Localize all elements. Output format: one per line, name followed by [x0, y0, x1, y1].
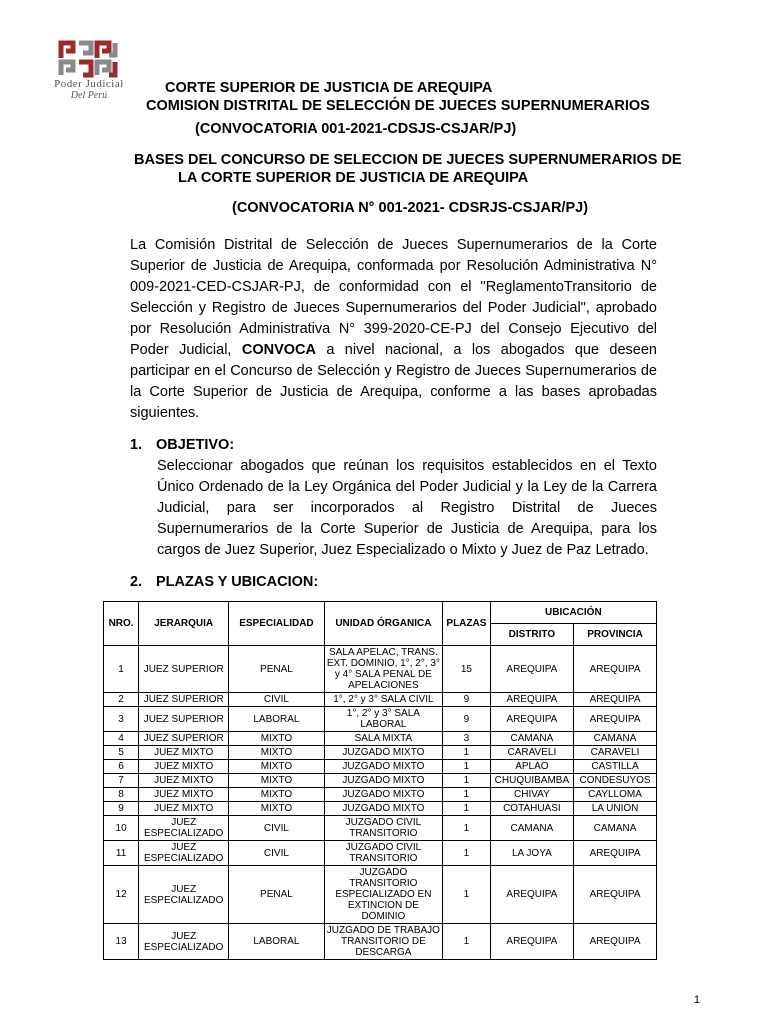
poder-judicial-logo: [34, 40, 144, 101]
table-row: [104, 924, 657, 960]
cell-distrito: CHUQUIBAMBA: [490, 774, 573, 788]
cell-jerarquia: JUEZ ESPECIALIZADO: [139, 816, 229, 841]
cell-nro: 2: [104, 693, 139, 707]
cell-unidad: 1°, 2° y 3° SALA LABORAL: [324, 707, 442, 732]
intro-text-end: a nivel nacional, a los abogados que deseen participar en el Concurso de Selección y Registro de Jueces Supernumerarios de la Corte Superior de Justicia de Arequipa, conforme a las bases aprobadas siguientes.: [130, 342, 657, 421]
header-commission: COMISION DISTRITAL DE SELECCIÓN DE JUECES SUPERNUMERARIOS: [146, 98, 650, 114]
table-row: [104, 732, 657, 746]
cell-nro: 9: [104, 802, 139, 816]
table-row: [104, 816, 657, 841]
cell-especialidad: CIVIL: [229, 816, 324, 841]
col-especialidad: ESPECIALIDAD: [229, 602, 324, 646]
table-row: [104, 746, 657, 760]
table-row: [104, 760, 657, 774]
logo-text-line1: Poder Judicial: [54, 78, 124, 90]
cell-plazas: 1: [443, 841, 491, 866]
cell-unidad: JUZGADO MIXTO: [324, 788, 442, 802]
cell-provincia: AREQUIPA: [574, 841, 657, 866]
cell-unidad: JUZGADO MIXTO: [324, 774, 442, 788]
cell-distrito: AREQUIPA: [490, 707, 573, 732]
cell-especialidad: MIXTO: [229, 732, 324, 746]
cell-jerarquia: JUEZ SUPERIOR: [139, 646, 229, 693]
col-distrito: DISTRITO: [490, 624, 573, 646]
col-plazas: PLAZAS: [443, 602, 491, 646]
cell-unidad: JUZGADO CIVIL TRANSITORIO: [324, 816, 442, 841]
table-row: [104, 841, 657, 866]
table-row: [104, 646, 657, 693]
objetivo-text: Seleccionar abogados que reúnan los requisitos establecidos en el Texto Único Ordenado de la Ley Orgánica del Poder Judicial y la Ley de la Carrera Judicial, para ser incorporados al Registro Distrital de Jueces Supernumerarios de la Corte Superior de Justicia de Arequipa, para los cargos de Juez Superior, Juez Especializado o Mixto y Juez de Paz Letrado.: [157, 458, 657, 558]
cell-nro: 6: [104, 760, 139, 774]
cell-plazas: 9: [443, 693, 491, 707]
cell-nro: 11: [104, 841, 139, 866]
cell-plazas: 9: [443, 707, 491, 732]
title-convocatoria: (CONVOCATORIA N° 001-2021- CDSRJS-CSJAR/PJ): [232, 200, 589, 216]
cell-nro: 13: [104, 924, 139, 960]
cell-provincia: AREQUIPA: [574, 646, 657, 693]
cell-unidad: JUZGADO TRANSITORIO ESPECIALIZADO EN EXTINCION DE DOMINIO: [324, 866, 442, 924]
cell-especialidad: MIXTO: [229, 788, 324, 802]
pj-emblem-icon: [57, 40, 121, 78]
cell-nro: 3: [104, 707, 139, 732]
title-line2: LA CORTE SUPERIOR DE JUSTICIA DE AREQUIPA: [178, 170, 529, 186]
cell-distrito: AREQUIPA: [490, 646, 573, 693]
section-plazas-heading: [130, 573, 657, 591]
cell-distrito: CHIVAY: [490, 788, 573, 802]
cell-unidad: JUZGADO MIXTO: [324, 802, 442, 816]
cell-jerarquia: JUEZ ESPECIALIZADO: [139, 841, 229, 866]
cell-jerarquia: JUEZ MIXTO: [139, 802, 229, 816]
cell-distrito: AREQUIPA: [490, 866, 573, 924]
section-number: 2.: [130, 574, 143, 590]
cell-plazas: 1: [443, 774, 491, 788]
cell-jerarquia: JUEZ MIXTO: [139, 788, 229, 802]
cell-jerarquia: JUEZ SUPERIOR: [139, 693, 229, 707]
cell-unidad: JUZGADO MIXTO: [324, 746, 442, 760]
table-row: [104, 774, 657, 788]
cell-especialidad: LABORAL: [229, 924, 324, 960]
cell-plazas: 1: [443, 816, 491, 841]
cell-especialidad: LABORAL: [229, 707, 324, 732]
cell-jerarquia: JUEZ MIXTO: [139, 774, 229, 788]
cell-jerarquia: JUEZ SUPERIOR: [139, 707, 229, 732]
cell-plazas: 1: [443, 924, 491, 960]
cell-provincia: CARAVELI: [574, 746, 657, 760]
intro-paragraph: [130, 235, 657, 424]
cell-unidad: JUZGADO MIXTO: [324, 760, 442, 774]
cell-jerarquia: JUEZ MIXTO: [139, 760, 229, 774]
intro-text: La Comisión Distrital de Selección de Jueces Supernumerarios de la Corte Superior de Justicia de Arequipa, conformada por Resolución Administrativa N° 009-2021-CED-CSJAR-PJ, de conformidad con el "ReglamentoTransitorio de Selección y Registro de Jueces Supernumerarios del Poder Judicial", aprobado por Resolución Administrativa N° 399-2020-CE-PJ del Consejo Ejecutivo del Poder Judicial,: [130, 237, 657, 358]
cell-especialidad: MIXTO: [229, 760, 324, 774]
cell-provincia: CAMANA: [574, 816, 657, 841]
table-row: [104, 788, 657, 802]
section-title: PLAZAS Y UBICACION:: [156, 574, 319, 590]
cell-unidad: SALA MIXTA: [324, 732, 442, 746]
plazas-table: [103, 601, 657, 960]
cell-plazas: 1: [443, 802, 491, 816]
cell-especialidad: PENAL: [229, 866, 324, 924]
cell-jerarquia: JUEZ ESPECIALIZADO: [139, 866, 229, 924]
cell-provincia: CAMANA: [574, 732, 657, 746]
cell-unidad: JUZGADO DE TRABAJO TRANSITORIO DE DESCARGA: [324, 924, 442, 960]
table-row: [104, 707, 657, 732]
cell-plazas: 3: [443, 732, 491, 746]
page-number: 1: [693, 994, 700, 1006]
cell-distrito: COTAHUASI: [490, 802, 573, 816]
intro-convoca: CONVOCA: [241, 342, 316, 358]
cell-nro: 7: [104, 774, 139, 788]
cell-distrito: AREQUIPA: [490, 693, 573, 707]
cell-plazas: 1: [443, 866, 491, 924]
cell-distrito: CAMANA: [490, 816, 573, 841]
cell-nro: 1: [104, 646, 139, 693]
cell-especialidad: MIXTO: [229, 774, 324, 788]
cell-plazas: 15: [443, 646, 491, 693]
cell-provincia: CAYLLOMA: [574, 788, 657, 802]
cell-jerarquia: JUEZ ESPECIALIZADO: [139, 924, 229, 960]
cell-nro: 5: [104, 746, 139, 760]
cell-jerarquia: JUEZ SUPERIOR: [139, 732, 229, 746]
table-row: [104, 802, 657, 816]
col-provincia: PROVINCIA: [574, 624, 657, 646]
cell-plazas: 1: [443, 746, 491, 760]
title-line1: BASES DEL CONCURSO DE SELECCION DE JUECES SUPERNUMERARIOS DE: [134, 152, 682, 168]
cell-unidad: SALA APELAC, TRANS. EXT. DOMINIO, 1°, 2°, 3° y 4° SALA PENAL DE APELACIONES: [324, 646, 442, 693]
cell-plazas: 1: [443, 760, 491, 774]
cell-nro: 8: [104, 788, 139, 802]
cell-provincia: AREQUIPA: [574, 693, 657, 707]
section-title: OBJETIVO:: [156, 437, 235, 453]
col-unidad: UNIDAD ÓRGANICA: [324, 602, 442, 646]
cell-distrito: CAMANA: [490, 732, 573, 746]
cell-especialidad: PENAL: [229, 646, 324, 693]
cell-provincia: AREQUIPA: [574, 924, 657, 960]
document-body: [108, 235, 657, 960]
cell-plazas: 1: [443, 788, 491, 802]
section-number: 1.: [130, 437, 143, 453]
cell-jerarquia: JUEZ MIXTO: [139, 746, 229, 760]
cell-distrito: AREQUIPA: [490, 924, 573, 960]
cell-especialidad: CIVIL: [229, 693, 324, 707]
col-nro: NRO.: [104, 602, 139, 646]
cell-especialidad: MIXTO: [229, 746, 324, 760]
col-jerarquia: JERARQUIA: [139, 602, 229, 646]
cell-distrito: CARAVELI: [490, 746, 573, 760]
logo-text-line2: Del Perú: [70, 90, 108, 101]
cell-provincia: AREQUIPA: [574, 707, 657, 732]
table-row: [104, 866, 657, 924]
section-objetivo-heading: [130, 436, 657, 454]
cell-provincia: AREQUIPA: [574, 866, 657, 924]
cell-provincia: CONDESUYOS: [574, 774, 657, 788]
header-convocatoria: (CONVOCATORIA 001-2021-CDSJS-CSJAR/PJ): [195, 121, 517, 137]
cell-especialidad: CIVIL: [229, 841, 324, 866]
cell-provincia: CASTILLA: [574, 760, 657, 774]
cell-nro: 10: [104, 816, 139, 841]
col-ubicacion: UBICACIÓN: [490, 602, 656, 624]
cell-unidad: JUZGADO CIVIL TRANSITORIO: [324, 841, 442, 866]
cell-especialidad: MIXTO: [229, 802, 324, 816]
cell-distrito: APLAO: [490, 760, 573, 774]
header-court: CORTE SUPERIOR DE JUSTICIA DE AREQUIPA: [165, 80, 493, 96]
cell-nro: 12: [104, 866, 139, 924]
cell-nro: 4: [104, 732, 139, 746]
cell-provincia: LA UNION: [574, 802, 657, 816]
cell-unidad: 1°, 2° y 3° SALA CIVIL: [324, 693, 442, 707]
cell-distrito: LA JOYA: [490, 841, 573, 866]
table-row: [104, 693, 657, 707]
